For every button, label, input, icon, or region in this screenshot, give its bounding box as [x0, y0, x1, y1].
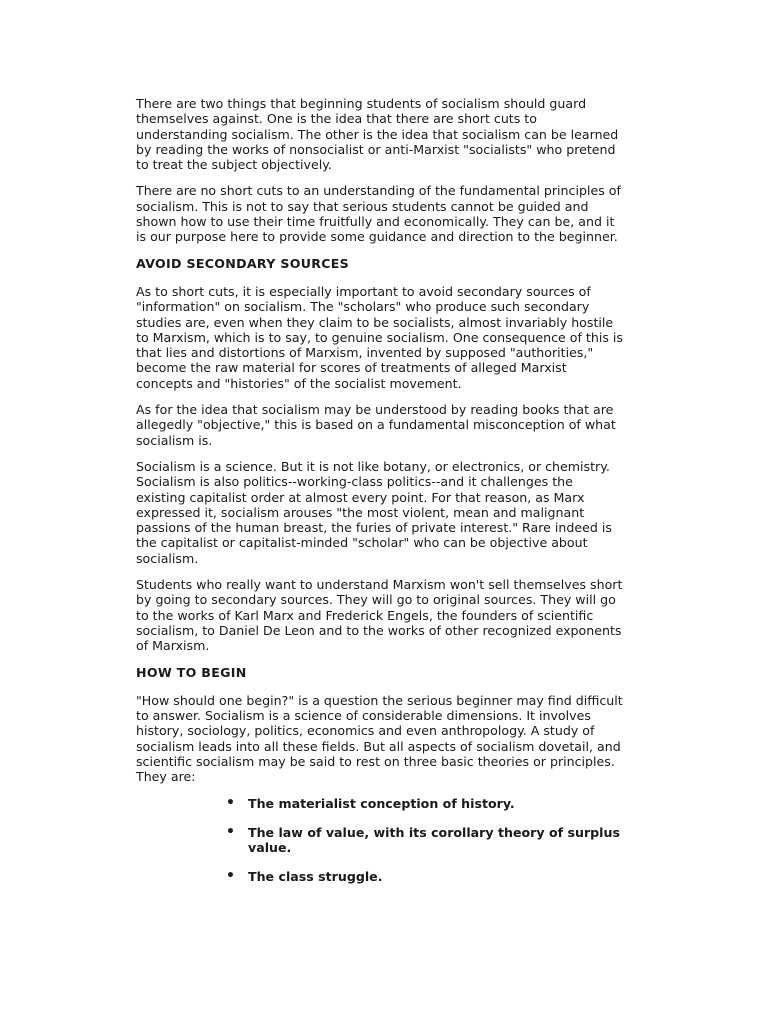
- list-item-text: The law of value, with its corollary theory of surplus value.: [248, 824, 620, 856]
- bullet-icon: •: [226, 794, 235, 811]
- list-item-text: The materialist conception of history.: [248, 795, 515, 811]
- intro-paragraph-2: There are no short cuts to an understanding of the fundamental principles of socialism. This is not to say that serious students cannot be guided and shown how to use their time fruitfully and economically. They can be, and it is our purpose here to provide some guidance and direction to the beginner.: [136, 183, 621, 245]
- bullet-icon: •: [226, 868, 235, 885]
- bullet-icon: •: [226, 823, 235, 840]
- section1-paragraph-3: Socialism is a science. But it is not like botany, or electronics, or chemistry. Socialism is also politics--working-class politics--and it challenges the existing capitalist order at almost every point. For that reason, as Marx expressed it, socialism arouses "the most violent, mean and malignant passions of the human breast, the furies of private interest." Rare indeed is the capitalist or capitalist-minded "scholar" who can be objective about socialism.: [136, 458, 612, 566]
- list-item: [226, 823, 624, 856]
- section-heading-avoid-secondary-sources: AVOID SECONDARY SOURCES: [136, 255, 350, 271]
- section1-paragraph-4: Students who really want to understand Marxism won't sell themselves short by going to secondary sources. They will go to original sources. They will go to the works of Karl Marx and Frederick Engels, the founders of scientific socialism, to Daniel De Leon and to the works of other recognized exponents of Marxism.: [136, 577, 623, 654]
- section1-paragraph-1: As to short cuts, it is especially important to avoid secondary sources of "information" on socialism. The "scholars" who produce such secondary studies are, even when they claim to be socialists, almost invariably hostile to Marxism, which is to say, to genuine socialism. One consequence of this is that lies and distortions of Marxism, invented by supposed "authorities," become the raw material for scores of treatments of alleged Marxist concepts and "histories" of the socialist movement.: [136, 283, 623, 391]
- document-body: [136, 96, 624, 899]
- section-heading-how-to-begin: HOW TO BEGIN: [136, 664, 247, 680]
- section1-paragraph-2: As for the idea that socialism may be understood by reading books that are allegedly "objective," this is based on a fundamental misconception of what socialism is.: [136, 402, 616, 448]
- principles-list: [136, 796, 624, 885]
- section2-paragraph: "How should one begin?" is a question the serious beginner may find difficult to answer. Socialism is a science of considerable dimensions. It involves history, sociology, politics, economics and even anthropology. A study of socialism leads into all these fields. But all aspects of socialism dovetail, and scientific socialism may be said to rest on three basic theories or principles. They are:: [136, 692, 623, 785]
- list-item: [226, 868, 624, 885]
- intro-paragraph-1: There are two things that beginning students of socialism should guard themselves against. One is the idea that there are short cuts to understanding socialism. The other is the idea that socialism can be learned by reading the works of nonsocialist or anti-Marxist "socialists" who pretend to treat the subject objectively.: [136, 96, 619, 173]
- list-item-text: The class struggle.: [248, 869, 383, 885]
- list-item: [226, 794, 624, 811]
